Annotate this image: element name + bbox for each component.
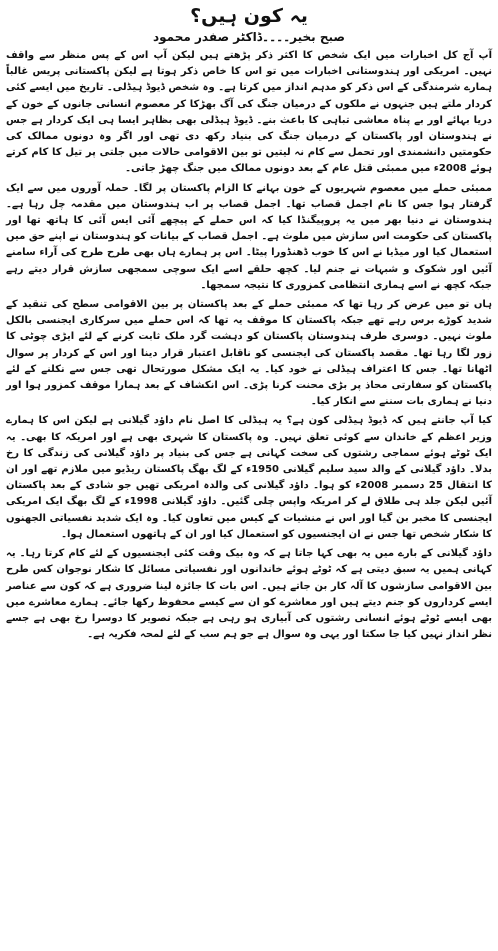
article-paragraph: ہاں تو میں عرض کر رہا تھا کہ ممبئی حملے کے بعد پاکستان پر بین الاقوامی سطح کی تنقید کے شدید کوڑے برس رہے تھے جبکہ پاکستان کا موقف یہ تھا کہ اس حملے میں سرکاری ایجنسی بالکل ملوث نہیں۔ دوسری طرف ہندوستان پاکستان کو دہشت گرد ملک ثابت کرنے کے لئے ایڑی چوٹی کا زور لگا رہا تھا۔ مقصد پاکستان کی ایجنسی کو ناقابل اعتبار قرار دینا اور اس کے کردار پر سوال اٹھانا تھا۔ جس کا اعتراف ہیڈلی نے خود کیا۔ یہ ایک مشکل صورتحال تھی جس سے نکلنے کے لئے پاکستان کو سفارتی محاذ پر بڑی محنت کرنا پڑی۔ اس انکشاف کے بعد ہمارا موقف کمزور ہوا اور دنیا نے ہماری بات سننے سے انکار کیا۔ xyxy=(6,299,492,408)
article-paragraph: ممبئی حملے میں معصوم شہریوں کے خون بہانے کا الزام پاکستان پر لگا۔ حملہ آوروں میں سے ایک گرفتار ہوا جس کا نام اجمل قصاب تھا۔ اجمل قصاب پر اب ہندوستان میں مقدمہ چل رہا ہے۔ ہندوستان نے دنیا بھر میں یہ پروپیگنڈا کیا کہ اس حملے کے پیچھے آئی ایس آئی کا ہاتھ تھا اور پاکستان کی حکومت اس سازش میں ملوث ہے۔ اجمل قصاب کے بیانات کو ہندوستان نے اپنے حق میں استعمال کیا اور میڈیا نے اس کا خوب ڈھنڈورا پیٹا۔ اس پر ہمارے ہاں بھی طرح طرح کی آراء سامنے آئیں اور شکوک و شبہات نے جنم لیا۔ کچھ حلقے اسے ایک سوچی سمجھی سازش قرار دیتے رہے جبکہ کچھ نے اسے ہماری انتظامی کمزوری کا نتیجہ سمجھا۔ xyxy=(6,182,492,291)
article-byline: صبح بخیر۔۔۔۔ڈاکٹر صفدر محمود xyxy=(153,30,345,44)
article-paragraph: آپ آج کل اخبارات میں ایک شخص کا اکثر ذکر پڑھتے ہیں لیکن آپ اس کے پس منظر سے واقف نہیں۔ امریکی اور ہندوستانی اخبارات میں تو اس کا خاص ذکر ہوتا ہے لیکن پاکستانی پریس غالباً ہمارے شرمندگی کے اس ذکر کو مدہم انداز میں کرتا ہے۔ وہ شخص ڈیوڈ ہیڈلی۔ تاریخ میں ایسے کئی کردار ملتے ہیں جنہوں نے ملکوں کے درمیان جنگ کی آگ بھڑکا کر معصوم انسانی جانوں کے خون کے دریا بہائے اور بے پناہ معاشی تباہی کا باعث بنے۔ ڈیوڈ ہیڈلی بھی بظاہر ایسا ہی ایک کردار ہے جس نے ہندوستان اور پاکستان کے درمیان جنگ کی بنیاد رکھ دی تھی اور اگر وہ دونوں ممالک کی حکومتیں دانشمندی اور تحمل سے کام نہ لیتیں تو بین الاقوامی حالات میں جلتی پر تیل کا کام کرتے ہوئے 2008ء میں ممبئی قتل عام کے بعد دونوں ممالک میں جنگ چھڑ جاتی۔ xyxy=(6,50,492,175)
article-paragraph: داؤد گیلانی کے بارے میں یہ بھی کہا جاتا ہے کہ وہ بیک وقت کئی ایجنسیوں کے لئے کام کرتا رہا۔ یہ کہانی ہمیں یہ سبق دیتی ہے کہ ٹوٹے ہوئے خاندانوں اور نفسیاتی مسائل کا شکار نوجوان کس طرح بین الاقوامی سازشوں کا آلہ کار بن جاتے ہیں۔ اس بات کا جائزہ لینا ضروری ہے کہ کون سے عناصر ایسے کرداروں کو جنم دیتے ہیں اور معاشرے کو ان سے کیسے محفوظ رکھا جائے۔ ہمارے معاشرے میں بھی ایسے ٹوٹے ہوئے انسانی رشتوں کی آبیاری ہو رہی ہے جبکہ تصویر کا دوسرا رخ بھی ہے جسے نظر انداز نہیں کیا جا سکتا اور یہی وہ سوال ہے جو ہم سب کے لئے لمحہ فکریہ ہے۔ xyxy=(6,548,492,641)
article-body xyxy=(6,48,492,643)
article-title: یہ کون ہیں؟ xyxy=(190,5,308,27)
article-paragraph: کیا آپ جانتے ہیں کہ ڈیوڈ ہیڈلی کون ہے؟ یہ ہیڈلی کا اصل نام داؤد گیلانی ہے لیکن اس کا ہمارے وزیر اعظم کے خاندان سے کوئی تعلق نہیں۔ وہ پاکستان کا شہری بھی ہے اور امریکہ کا بھی۔ یہ ایک ٹوٹے ہوئے سماجی رشتوں کی سخت کہانی ہے جس کی بنیاد پر داؤد گیلانی کی زندگی کا رخ بدلا۔ داؤد گیلانی کے والد سید سلیم گیلانی 1950ء کے لگ بھگ پاکستان ریڈیو میں ملازم تھے اور ان کا انتقال 25 دسمبر 2008ء کو ہوا۔ داؤد گیلانی کی والدہ امریکی تھیں جو شادی کے بعد پاکستان آئیں لیکن جلد ہی طلاق لے کر امریکہ واپس چلی گئیں۔ داؤد گیلانی 1998ء کے لگ بھگ ایک امریکی ایجنسی کا مخبر بن گیا اور اس نے منشیات کے کیس میں تعاون کیا۔ وہ ایک شدید نفسیاتی الجھنوں کا شکار شخص تھا جس نے ان ایجنسیوں کو استعمال کیا اور ان کے ہاتھوں استعمال ہوا۔ xyxy=(6,415,493,540)
